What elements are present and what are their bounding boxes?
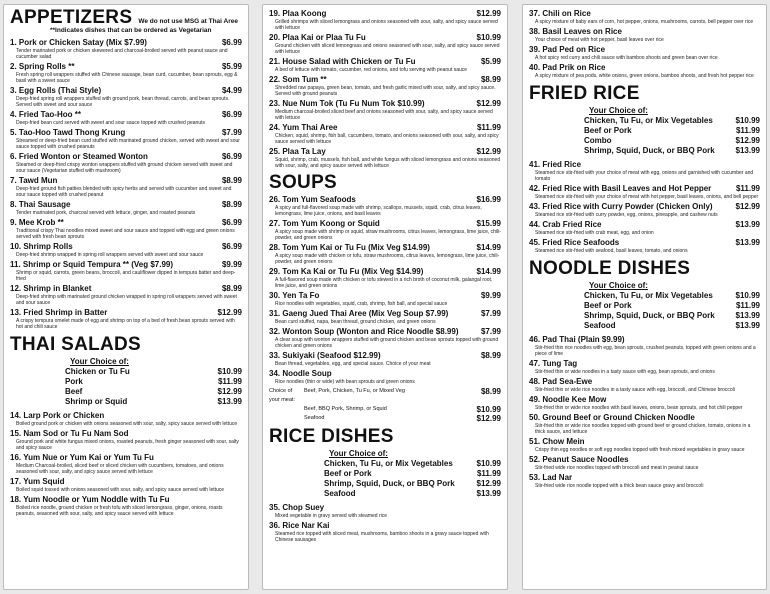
item-description: Traditional crispy Thai noodles mixed sweet and sour sauce and topped with egg and green onions served with fresh bean sprouts (16, 228, 235, 240)
item-name: 49. Noodle Kee Mow (529, 395, 607, 404)
item-description: Deep-fried bean curd served with sweet and sour sauce topped with crushed peanuts (16, 120, 206, 126)
item-price: $15.99 (476, 219, 501, 228)
vegetarian-note: **Indicates dishes that can be ordered as Vegetarian (50, 27, 212, 34)
option-row (269, 387, 501, 405)
item-description: Stir-fried thin or wide rice noodles in a tasty sauce with egg, broccoli, and Chinese broccoli (535, 387, 735, 393)
menu-item (529, 437, 760, 453)
item-name: 1. Pork or Chicken Satay (Mix $7.99) (10, 38, 147, 47)
choice-header: Your Choice of: (329, 449, 388, 458)
item-name: 9. Mee Krob ** (10, 218, 64, 227)
menu-column-2 (262, 4, 508, 590)
item-name: 32. Wonton Soup (Wonton and Rice Noodle $8.99) (269, 327, 459, 336)
choice-row (529, 311, 760, 321)
choice-name: Beef (65, 387, 83, 396)
rice-continued-list (529, 9, 760, 79)
menu-item (10, 86, 242, 108)
item-price: $5.99 (480, 57, 501, 66)
choice-row (529, 321, 760, 331)
item-description: Fresh spring roll wrappers stuffed with Chinese sausage, bean curd, cucumber, bean sprouts, egg & basil with a sweet sauce (16, 72, 238, 84)
item-name: 44. Crab Fried Rice (529, 220, 602, 229)
item-description: Deep-fried ground fish patties blended with spicy herbs and served with cucumber and sweet and sour sauce topped with crushed peanut (16, 186, 232, 198)
salads-continued-list (269, 9, 501, 169)
menu-item (10, 308, 242, 330)
choice-price: $10.99 (735, 116, 760, 125)
choice-name: Seafood (584, 321, 616, 330)
item-description: Bean thread, vegetables, egg, and special sauce. Choice of your meat (275, 361, 431, 367)
choice-price: $12.99 (217, 387, 242, 396)
item-name: 20. Plaa Kai or Plaa Tu Fu (269, 33, 366, 42)
menu-item (10, 477, 242, 493)
choice-price: $13.99 (476, 489, 501, 498)
menu-item (269, 75, 501, 97)
menu-item (529, 9, 760, 25)
thai-salads-choices (10, 357, 242, 407)
item-name: 51. Chow Mein (529, 437, 585, 446)
item-name: 3. Egg Rolls (Thai Style) (10, 86, 102, 95)
option-price: $8.99 (480, 387, 501, 396)
choice-row (269, 479, 501, 489)
item-name: 38. Basil Leaves on Rice (529, 27, 622, 36)
menu-item (269, 369, 501, 385)
menu-item (529, 202, 760, 218)
item-price: $12.99 (735, 202, 760, 211)
menu-item (529, 473, 760, 489)
item-name: 11. Shrimp or Squid Tempura ** (Veg $7.99) (10, 260, 174, 269)
item-description: Steamed rice stir-fried with curry powder, egg, onions, pineapple, and cashew nuts (535, 212, 718, 218)
menu-item (269, 123, 501, 145)
item-name: 2. Spring Rolls ** (10, 62, 75, 71)
menu-item (269, 267, 501, 289)
item-name: 45. Fried Rice Seafoods (529, 238, 620, 247)
item-price: $9.99 (221, 260, 242, 269)
item-name: 10. Shrimp Rolls (10, 242, 73, 251)
choice-price: $13.99 (735, 146, 760, 155)
menu-item (529, 395, 760, 411)
choice-price: $10.99 (735, 291, 760, 300)
choice-row (10, 397, 242, 407)
item-name: 24. Yum Thai Aree (269, 123, 338, 132)
appetizers-title: APPETIZERS (10, 7, 133, 28)
choice-price: $12.99 (476, 479, 501, 488)
choice-name: Beef or Pork (584, 126, 632, 135)
item-description: Rice noodles (thin or wide) with bean sprouts and green onions (275, 379, 415, 385)
menu-item (10, 176, 242, 198)
choice-name: Shrimp, Squid, Duck, or BBQ Pork (584, 146, 715, 155)
menu-item (269, 291, 501, 307)
item-name: 35. Chop Suey (269, 503, 325, 512)
item-description: Squid, shrimp, crab, mussels, fish ball, and white fungus with sliced lemongrass and onions seasoned with sour, salty, and spicy sauce served with lettuce (275, 157, 501, 169)
item-name: 7. Tawd Mun (10, 176, 58, 185)
menu-item (269, 57, 501, 73)
item-description: Medium Charcoal-broiled, sliced beef or sliced chicken with cucumbers, tomatoes, and onions seasoned with sour, salty, and spicy sauce served with lettuce (16, 463, 224, 475)
choice-header: Your Choice of: (589, 281, 648, 290)
choice-name: Shrimp, Squid, Duck, or BBQ Pork (584, 311, 715, 320)
fried-rice-list (529, 160, 760, 254)
option-label: Choice of your meat: (269, 388, 295, 403)
choice-name: Combo (584, 136, 612, 145)
menu-item (10, 128, 242, 150)
item-price: $9.99 (480, 291, 501, 300)
rice-dishes-list (269, 503, 501, 543)
item-price: $16.99 (476, 195, 501, 204)
item-description: Streamed or deep-fried bean curd stuffed with marinated ground chicken, served with sweet and sour sauce topped with crushed peanuts (16, 138, 240, 150)
menu-item (10, 453, 242, 475)
item-name: 50. Ground Beef or Ground Chicken Noodle (529, 413, 695, 422)
item-name: 53. Lad Nar (529, 473, 573, 482)
soups-title: SOUPS (269, 172, 338, 193)
option-name: Seafood (304, 415, 325, 421)
item-name: 5. Tao-Hoo Tawd Thong Krung (10, 128, 126, 137)
item-price: $8.99 (480, 351, 501, 360)
menu-item (10, 495, 242, 517)
item-description: Medium charcoal-broiled sliced beef and onions seasoned with sour, salty, and spicy sauce served with lettuce (275, 109, 493, 121)
item-description: Deep-fried spring roll wrappers stuffed with ground pork, bean thread, carrots, and bean sprouts. Served with sweet and sour sauce (16, 96, 230, 108)
choice-name: Seafood (324, 489, 356, 498)
item-description: Steamed rice topped with sliced meat, mushrooms, bamboo shoots in a gravy sauce topped with Chinese sausages (275, 531, 489, 543)
menu-item (269, 195, 501, 217)
menu-item (269, 521, 501, 543)
rice-dishes-title: RICE DISHES (269, 426, 394, 447)
item-price: $6.99 (221, 242, 242, 251)
item-price: $14.99 (476, 243, 501, 252)
item-description: Stir-fried wide rice noodle topped with a thick bean sauce gravy and broccoli (535, 483, 704, 489)
appetizers-list (10, 38, 242, 330)
item-name: 16. Yum Nue or Yum Kai or Yum Tu Fu (10, 453, 154, 462)
option-row (269, 414, 501, 423)
item-name: 42. Fried Rice with Basil Leaves and Hot Pepper (529, 184, 712, 193)
noodle-soup-options (269, 387, 501, 423)
choice-price: $11.99 (735, 301, 760, 310)
choice-row (10, 377, 242, 387)
item-price: $6.99 (221, 218, 242, 227)
choice-name: Shrimp or Squid (65, 397, 128, 406)
menu-item (10, 411, 242, 427)
item-description: Steamed or deep-fried crispy wonton wrappers stuffed with ground chicken served with sweet and sour sauce (Vegetarian stuffed with mushroom) (16, 162, 233, 174)
item-name: 39. Pad Ped on Rice (529, 45, 606, 54)
menu-item (269, 99, 501, 121)
menu-item (529, 335, 760, 357)
item-description: Stir-fried thin or wide rice noodles topped with ground beef or ground chicken, tomato, onions in a thick sauce, and lettuce (535, 423, 751, 435)
item-description: A spicy soup made with shrimp or squid, straw mushrooms, citrus leaves, lemongrass, lime juice, chili-powder, and green onions (275, 229, 501, 241)
item-name: 36. Rice Nar Kai (269, 521, 330, 530)
menu-item (10, 110, 242, 126)
choice-name: Chicken, Tu Fu, or Mix Vegetables (584, 291, 713, 300)
item-description: Crispy thin egg noodles or soft egg noodles topped with fresh mixed vegetables in gravy sauce (535, 447, 745, 453)
choice-name: Pork (65, 377, 83, 386)
item-price: $8.99 (221, 176, 242, 185)
choice-price: $11.99 (476, 469, 501, 478)
choice-price: $11.99 (735, 126, 760, 135)
item-name: 15. Nam Sod or Tu Fu Nam Sod (10, 429, 129, 438)
choice-row (529, 126, 760, 136)
item-price: $7.99 (480, 327, 501, 336)
item-description: A spicy mixture of baby ears of corn, hot pepper, onions, mushrooms, carrots, bell pepper over rice (535, 19, 754, 25)
item-description: Boiled rice noodle, ground chicken or fresh tofu with sliced lemongrass, ginger, onions, roasts peanuts, seasoned with sour, salty, and spicy sauce served with lettuce (16, 505, 223, 517)
item-name: 17. Yum Squid (10, 477, 65, 486)
item-name: 19. Plaa Koong (269, 9, 327, 18)
item-description: Grilled shrimps with sliced lemongrass and onions seasoned with sour, salty, and spicy sauce served with lettuce (275, 19, 498, 31)
choice-name: Chicken, Tu Fu, or Mix Vegetables (324, 459, 453, 468)
item-description: Ground chicken with sliced lemongrass and onions seasoned with sour, salty, and spicy sauce served with lettuce (275, 43, 500, 55)
choice-price: $13.99 (735, 321, 760, 330)
item-description: Stir-fried thin or wide rice noodles with basil leaves, onions, bean sprouts, and hot chili pepper (535, 405, 743, 411)
fried-rice-choices (529, 106, 760, 156)
menu-item (10, 284, 242, 306)
item-description: Ground pork and white fungus mixed onions, roasted peanuts, fresh ginger seasoned with sour, salty and spicy sauce (16, 439, 239, 451)
item-description: Stir-fried thin or wide noodles in a tasty sauce with egg, bean sprouts, and onions (535, 369, 715, 375)
item-price: $13.99 (735, 238, 760, 247)
item-price: $8.99 (480, 75, 501, 84)
choice-row (529, 136, 760, 146)
item-name: 21. House Salad with Chicken or Tu Fu (269, 57, 416, 66)
fried-rice-title: FRIED RICE (529, 83, 640, 104)
item-description: A crispy tempura omelet made of egg and shrimp on top of a bed of fresh bean sprouts served with hot and chili sauce (16, 318, 235, 330)
menu-column-3 (522, 4, 767, 590)
item-price: $7.99 (221, 128, 242, 137)
item-price: $6.99 (221, 110, 242, 119)
thai-salads-title: THAI SALADS (10, 334, 142, 355)
item-price: $4.99 (221, 86, 242, 95)
choice-price: $12.99 (735, 136, 760, 145)
item-description: A hot spicy red curry and chili sauce with bamboo shoots and green bean over rice (535, 55, 718, 61)
item-price: $8.99 (221, 200, 242, 209)
choice-price: $13.99 (217, 397, 242, 406)
menu-item (269, 243, 501, 265)
choice-row (529, 116, 760, 126)
item-description: Steamed rice stir-fried with your choice of meat with hot pepper, basil leaves, onions, and bell pepper (535, 194, 759, 200)
item-name: 52. Peanut Sauce Noodles (529, 455, 629, 464)
item-price: $14.99 (476, 267, 501, 276)
item-name: 23. Nue Num Tok (Tu Fu Num Tok $10.99) (269, 99, 425, 108)
choice-row (529, 301, 760, 311)
choice-name: Chicken or Tu Fu (65, 367, 130, 376)
item-price: $12.99 (476, 99, 501, 108)
item-description: Tender marinated pork, charcoal served with lettuce, ginger, and roasted peanuts (16, 210, 196, 216)
choice-row (10, 367, 242, 377)
item-name: 25. Plaa Ta Lay (269, 147, 326, 156)
item-name: 22. Som Tum ** (269, 75, 327, 84)
option-price: $12.99 (476, 414, 501, 423)
choice-price: $10.99 (217, 367, 242, 376)
choice-name: Beef or Pork (584, 301, 632, 310)
item-description: Your choice of meat with hot pepper, basil leaves over rice (535, 37, 664, 43)
item-description: A spicy and full-flavored soup made with shrimp, scallops, mussels, squid, crab, citrus leaves, lemongrass, lime juice, onions, and basil leaves (275, 205, 482, 217)
menu-item (529, 160, 760, 182)
option-row (269, 405, 501, 414)
menu-item (269, 9, 501, 31)
menu-item (10, 152, 242, 174)
item-name: 33. Sukiyaki (Seafood $12.99) (269, 351, 381, 360)
noodle-dishes-title: NOODLE DISHES (529, 258, 691, 279)
item-description: A spicy mixture of pea pods, white onions, green onions, bamboo shoots, and fresh hot pepper rice (535, 73, 754, 79)
menu-item (269, 147, 501, 169)
item-name: 26. Tom Yum Seafoods (269, 195, 356, 204)
item-description: Bean curd stuffed, napa, bean thread, ground chicken, and green onions (275, 319, 436, 325)
choice-row (269, 459, 501, 469)
item-description: Steamed rice stir-fried with crab meat, egg, and onion (535, 230, 654, 236)
item-price: $12.99 (217, 308, 242, 317)
item-name: 43. Fried Rice with Curry Powder (Chicken Only) (529, 202, 713, 211)
menu-item (10, 242, 242, 258)
menu-item (529, 377, 760, 393)
menu-item (529, 455, 760, 471)
item-description: Steamed rice stir-fried with seafood, basil leaves, tomato, and onions (535, 248, 688, 254)
item-name: 40. Pad Prik on Rice (529, 63, 606, 72)
menu-item (10, 38, 242, 60)
item-name: 34. Noodle Soup (269, 369, 332, 378)
item-name: 6. Fried Wonton or Steamed Wonton (10, 152, 148, 161)
menu-item (529, 220, 760, 236)
item-description: Mixed vegetable in gravy served with steamed rice (275, 513, 387, 519)
item-description: Boiled ground pork or chicken with onions seasoned with sour, salty, spicy sauce served with lettuce (16, 421, 238, 427)
menu-column-1 (3, 4, 249, 590)
choice-price: $13.99 (735, 311, 760, 320)
item-description: Stir-fried thin rice noodles with egg, bean sprouts, crushed peanuts, topped with green onions and a piece of lime (535, 345, 756, 357)
rice-dishes-choices (269, 449, 501, 499)
choice-header: Your Choice of: (589, 106, 648, 115)
item-price: $6.99 (221, 152, 242, 161)
menu-item (269, 351, 501, 367)
item-price: $13.99 (735, 220, 760, 229)
item-description: A bed of lettuce with tomato, cucumber, red onions, and tofu serving with peanut sauce (275, 67, 468, 73)
item-name: 18. Yum Noodle or Yum Noddle with Tu Fu (10, 495, 170, 504)
noodle-dishes-choices (529, 281, 760, 331)
item-description: A full-flavored soup made with chicken or tofu stewed in a rich broth of coconut milk, galangal root, lime juice, and green onions (275, 277, 493, 289)
menu-item (529, 63, 760, 79)
noodle-dishes-list (529, 335, 760, 489)
menu-item (529, 184, 760, 200)
item-description: Deep-fried shrimp wrapped in spring roll wrappers served with sweet and sour sauce (16, 252, 204, 258)
menu-item (269, 309, 501, 325)
item-name: 41. Fried Rice (529, 160, 582, 169)
choice-row (269, 489, 501, 499)
item-price: $10.99 (476, 33, 501, 42)
choice-row (529, 291, 760, 301)
item-price: $8.99 (221, 284, 242, 293)
menu-item (269, 503, 501, 519)
item-description: Tender marinated pork or chicken skewered and charcoal-broiled served with peanut sauce and cucumber salad (16, 48, 228, 60)
menu-item (529, 238, 760, 254)
menu-item (529, 45, 760, 61)
item-name: 47. Tung Tag (529, 359, 578, 368)
item-description: Shrimp or squid, carrots, green beans, broccoli, and cauliflower dipped in tempura batter and deep-fried (16, 270, 236, 282)
choice-row (10, 387, 242, 397)
menu-item (10, 429, 242, 451)
choice-name: Shrimp, Squid, Duck, or BBQ Pork (324, 479, 455, 488)
item-name: 12. Shrimp in Blanket (10, 284, 92, 293)
item-name: 48. Pad Sea-Ewe (529, 377, 593, 386)
option-name: Beef, Pork, Chicken, Tu Fu, or Mixed Veg (304, 388, 405, 394)
menu-item (529, 413, 760, 435)
menu-item (269, 33, 501, 55)
menu-item (269, 219, 501, 241)
item-description: Chicken, squid, shrimp, fish ball, cucumbers, tomato, and onions seasoned with sour, salty, and spicy sauce served with lettuce (275, 133, 499, 145)
item-price: $5.99 (221, 62, 242, 71)
menu-item (529, 359, 760, 375)
item-description: Stir-fried wide rice noodles topped with broccoli and meat in peanut sauce (535, 465, 699, 471)
item-description: A clear soup with wonton wrappers stuffed with ground chicken and bean sprouts topped with ground chicken and green onions (275, 337, 499, 349)
menu-item (10, 62, 242, 84)
item-price: $11.99 (735, 184, 760, 193)
choice-row (529, 146, 760, 156)
menu-item (10, 260, 242, 282)
menu-item (529, 27, 760, 43)
item-price: $12.99 (476, 9, 501, 18)
appetizers-header (10, 9, 242, 27)
item-description: A spicy soup made with chicken or tofu, straw mushrooms, citrus leaves, lemongrass, lime juice, chili-powder, and green onions (275, 253, 500, 265)
choice-name: Chicken, Tu Fu, or Mix Vegetables (584, 116, 713, 125)
choice-header: Your Choice of: (70, 357, 129, 366)
choice-price: $11.99 (217, 377, 242, 386)
soups-list (269, 195, 501, 423)
menu-item (10, 200, 242, 216)
item-name: 28. Tom Yum Kai or Tu Fu (Mix Veg $14.99) (269, 243, 430, 252)
item-name: 8. Thai Sausage (10, 200, 71, 209)
item-description: Boiled squid tossed with onions seasoned with sour, salty, and spicy sauce served with lettuce (16, 487, 225, 493)
item-description: Steamed rice stir-fried with your choice of meat with egg, onions and garnished with cucumber and tomato (535, 170, 754, 182)
item-description: Deep-fried shrimp with marinated ground chicken wrapped in spring roll wrappers served with sweet and sour sauce (16, 294, 237, 306)
item-description: Rice noodles with vegetables, squid, crab, shrimp, fish ball, and special sauce (275, 301, 448, 307)
item-name: 27. Tom Yum Koong or Squid (269, 219, 380, 228)
item-name: 30. Yen Ta Fo (269, 291, 320, 300)
item-name: 13. Fried Shrimp in Batter (10, 308, 108, 317)
item-description: Shredded raw papaya, green bean, tomato, and fresh garlic mixed with sour, salty, and spicy sauce. Served with ground peanuts (275, 85, 496, 97)
item-name: 31. Gaeng Jued Thai Aree (Mix Veg Soup $7.99) (269, 309, 449, 318)
item-price: $6.99 (221, 38, 242, 47)
option-price: $10.99 (476, 405, 501, 414)
item-price: $7.99 (480, 309, 501, 318)
menu-item (10, 218, 242, 240)
choice-price: $10.99 (476, 459, 501, 468)
thai-salads-list (10, 411, 242, 517)
option-name: Beef, BBQ Pork, Shrimp, or Squid (304, 406, 387, 412)
choice-row (269, 469, 501, 479)
choice-name: Beef or Pork (324, 469, 372, 478)
item-name: 14. Larp Pork or Chicken (10, 411, 105, 420)
msg-note: We do not use MSG at Thai Aree (138, 18, 238, 25)
menu-item (269, 327, 501, 349)
item-name: 29. Tom Ka Kai or Tu Fu (Mix Veg $14.99) (269, 267, 424, 276)
item-price: $11.99 (476, 123, 501, 132)
item-price: $12.99 (476, 147, 501, 156)
item-name: 37. Chili on Rice (529, 9, 591, 18)
item-name: 46. Pad Thai (Plain $9.99) (529, 335, 625, 344)
item-name: 4. Fried Tao-Hoo ** (10, 110, 81, 119)
